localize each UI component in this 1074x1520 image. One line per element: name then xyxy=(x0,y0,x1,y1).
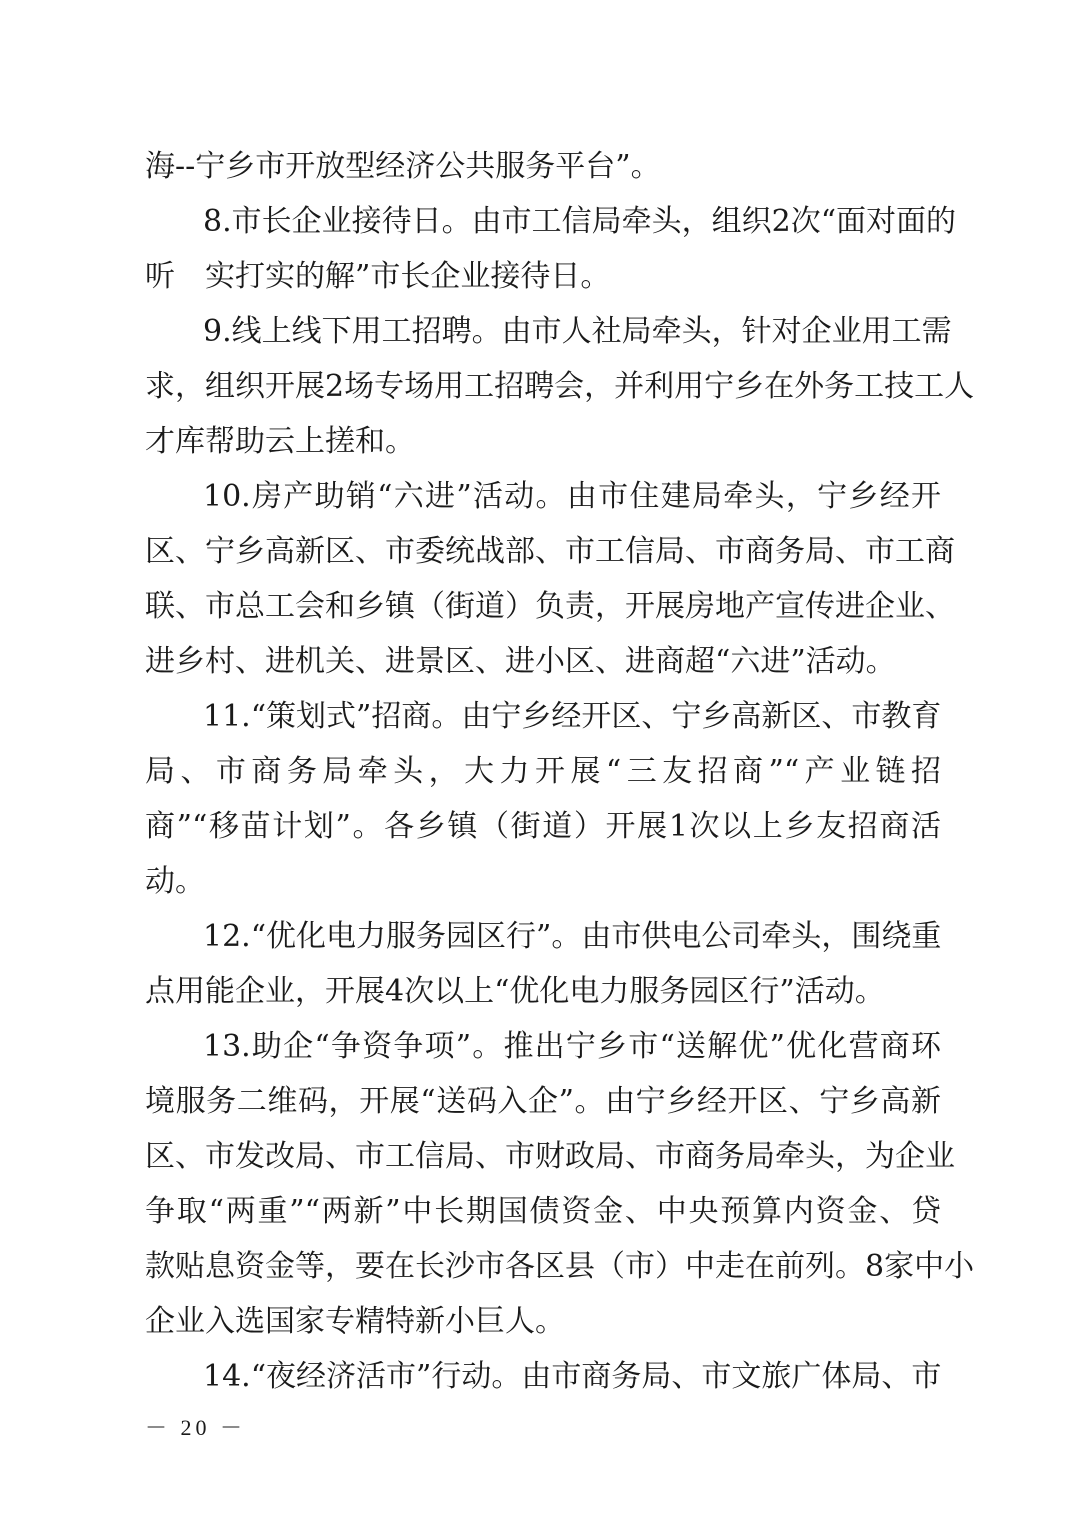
paragraph-8-line-2: 听 实打实的解”市长企业接待日。 xyxy=(145,259,611,294)
paragraph-7-tail-line-1: 海--宁乡市开放型经济公共服务平台”。 xyxy=(145,149,661,184)
document-body xyxy=(145,139,975,1404)
paragraph-11-line-3: 商”“移苗计划”。各乡镇（街道）开展1次以上乡友招商活 xyxy=(145,809,941,844)
paragraph-9-line-3: 才库帮助云上搓和。 xyxy=(145,424,415,459)
paragraph-12-line-2: 点用能企业，开展4次以上“优化电力服务园区行”活动。 xyxy=(145,974,885,1009)
paragraph-13-line-1: 13.助企“争资争项”。推出宁乡市“送解优”优化营商环 xyxy=(203,1029,941,1064)
paragraph-10-line-1: 10.房产助销“六进”活动。由市住建局牵头，宁乡经开 xyxy=(203,479,941,514)
paragraph-11-line-4: 动。 xyxy=(145,864,205,899)
paragraph-8-line-1: 8.市长企业接待日。由市工信局牵头，组织2次“面对面的 xyxy=(203,204,957,239)
paragraph-9-line-2: 求，组织开展2场专场用工招聘会，并利用宁乡在外务工技工人 xyxy=(145,369,975,404)
paragraph-13-line-2: 境服务二维码，开展“送码入企”。由宁乡经开区、宁乡高新 xyxy=(145,1084,941,1119)
paragraph-13-line-5: 款贴息资金等，要在长沙市各区县（市）中走在前列。8家中小 xyxy=(145,1249,975,1284)
paragraph-13-line-4: 争取“两重”“两新”中长期国债资金、中央预算内资金、贷 xyxy=(145,1194,941,1229)
paragraph-12-line-1: 12.“优化电力服务园区行”。由市供电公司牵头，围绕重 xyxy=(203,919,942,954)
paragraph-13-line-6: 企业入选国家专精特新小巨人。 xyxy=(145,1304,565,1339)
paragraph-10-line-4: 进乡村、进机关、进景区、进小区、进商超“六进”活动。 xyxy=(145,644,896,679)
paragraph-10-line-2: 区、宁乡高新区、市委统战部、市工信局、市商务局、市工商 xyxy=(145,534,955,569)
paragraph-11-line-1: 11.“策划式”招商。由宁乡经开区、宁乡高新区、市教育 xyxy=(203,699,942,734)
paragraph-11-line-2: 局、市商务局牵头，大力开展“三友招商”“产业链招 xyxy=(145,754,941,789)
page-number: － 20 － xyxy=(145,1415,247,1440)
paragraph-13-line-3: 区、市发改局、市工信局、市财政局、市商务局牵头，为企业 xyxy=(145,1139,955,1174)
paragraph-9-line-1: 9.线上线下用工招聘。由市人社局牵头，针对企业用工需 xyxy=(203,314,952,349)
paragraph-14-line-1: 14.“夜经济活市”行动。由市商务局、市文旅广体局、市 xyxy=(203,1359,942,1394)
paragraph-10-line-3: 联、市总工会和乡镇（街道）负责，开展房地产宣传进企业、 xyxy=(145,589,955,624)
